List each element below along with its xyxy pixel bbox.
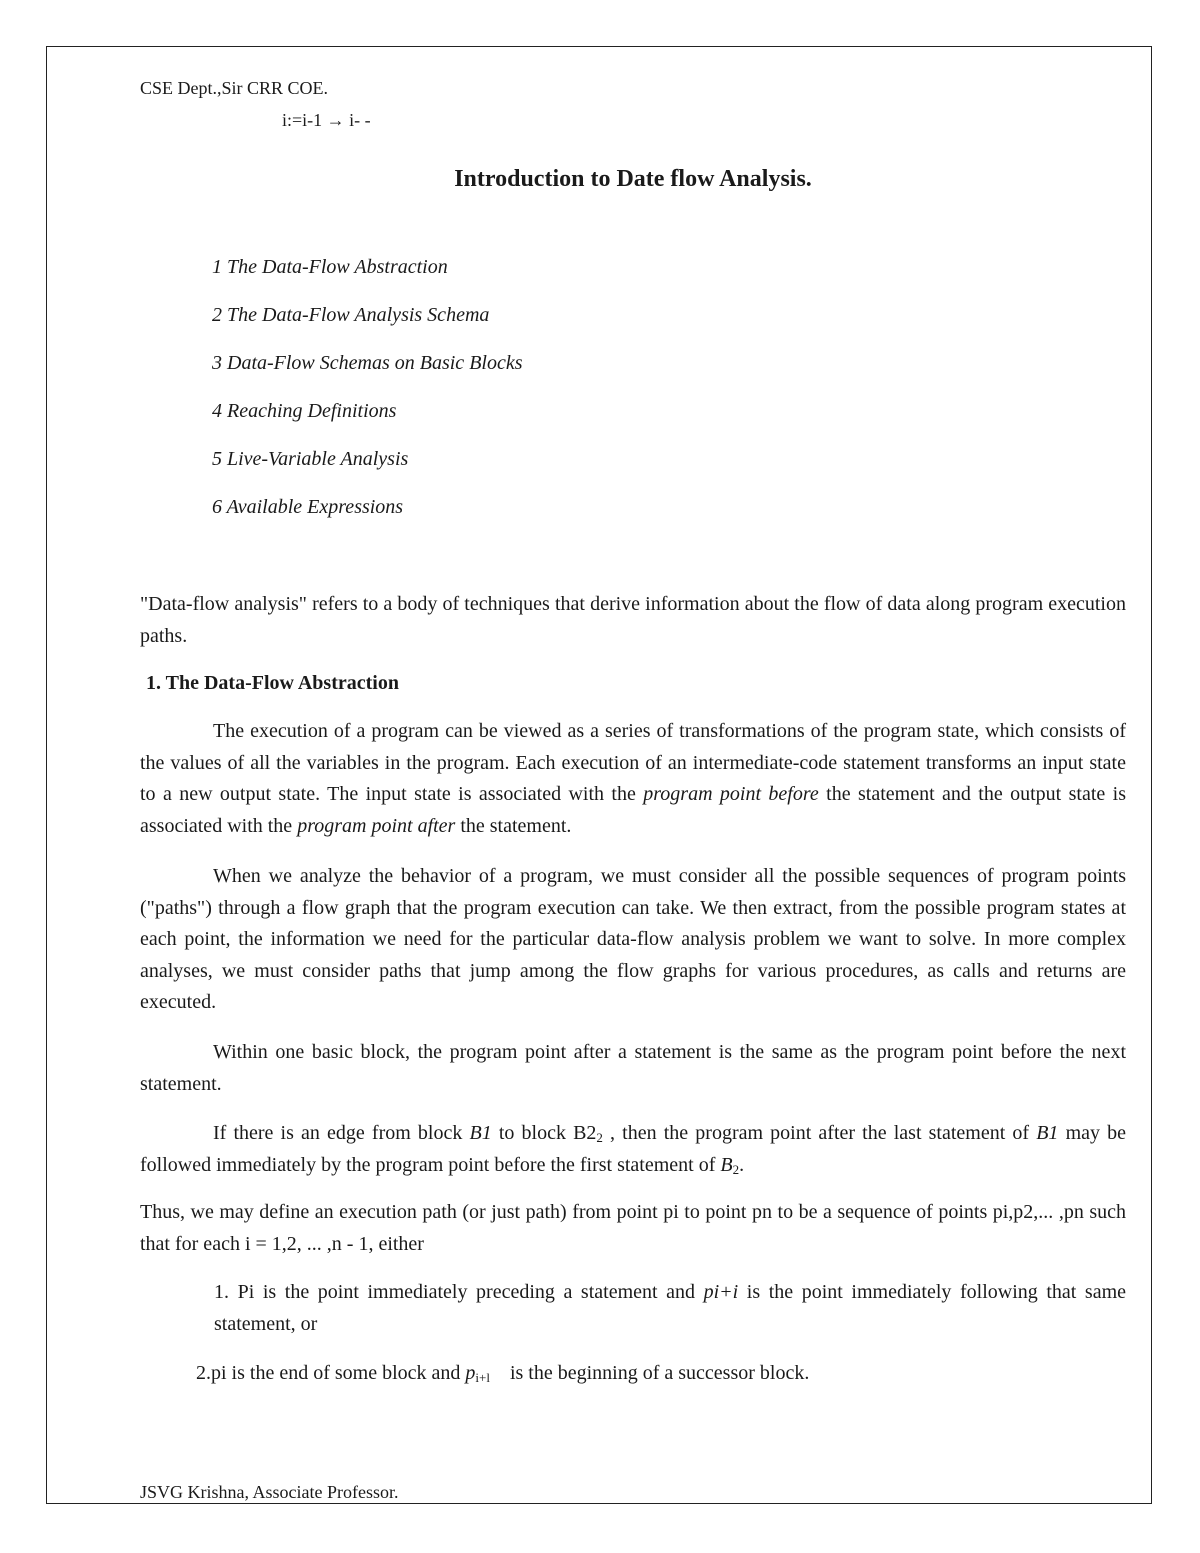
emphasis-text: B bbox=[720, 1153, 733, 1176]
emphasis-text: B1 bbox=[1036, 1122, 1059, 1144]
emphasis-text: pi+i bbox=[703, 1281, 739, 1303]
paragraph-text: the statement. bbox=[455, 814, 572, 837]
toc-item: 5 Live-Variable Analysis bbox=[212, 448, 409, 470]
paragraph-basic-block: Within one basic block, the program point after a statement is the same as the program point before the next statement. bbox=[140, 1041, 1126, 1095]
paragraph-execution-path: Thus, we may define an execution path (or just path) from point pi to point pn to be a sequence of points pi,p2,... ,pn such that for each i = 1,2, ... ,n - 1, either bbox=[140, 1201, 1126, 1255]
toc-item: 2 The Data-Flow Analysis Schema bbox=[212, 304, 490, 326]
list-item-text: is the point immediately following that same statement, or bbox=[214, 1281, 1127, 1335]
emphasis-text: B1 bbox=[469, 1122, 492, 1144]
list-item-text: is the beginning of a successor block. bbox=[489, 1362, 810, 1384]
header-note: i:=i-1 → i- - bbox=[282, 110, 371, 130]
table-of-contents bbox=[212, 254, 523, 542]
page-header: CSE Dept.,Sir CRR COE. bbox=[140, 78, 329, 98]
document-title: Introduction to Date flow Analysis. bbox=[454, 166, 812, 192]
emphasis-text: p bbox=[465, 1362, 476, 1384]
subscript: 2 bbox=[596, 1130, 603, 1145]
page-footer: JSVG Krishna, Associate Professor. bbox=[140, 1482, 399, 1502]
toc-item: 6 Available Expressions bbox=[212, 496, 404, 518]
subscript: i+l bbox=[475, 1370, 490, 1385]
paragraph-text: If there is an edge from block bbox=[213, 1122, 470, 1144]
list-item bbox=[196, 1358, 1126, 1390]
list-item-text: 2.pi is the end of some block and bbox=[196, 1362, 466, 1384]
emphasis-text: program point before bbox=[643, 783, 819, 805]
list-item-text: 1. Pi is the point immediately preceding a statement and bbox=[214, 1281, 704, 1303]
emphasis-text: program point after bbox=[297, 814, 456, 837]
paragraph-block-edge bbox=[140, 1118, 1126, 1181]
toc-item: 4 Reaching Definitions bbox=[212, 400, 397, 422]
paragraph-text: The execution of a program can be viewed as a series of transformations of the program state, which consists of the values of all the variables in the program. Each execution of an intermediate-code statement transforms an input state to a new output state. The input state is associated with the bbox=[140, 720, 1126, 805]
paragraph-program-behavior: When we analyze the behavior of a program, we must consider all the possible sequences of program points ("paths") through a flow graph that the program execution can take. We then extract, from the possible program states at each point, the information we need for the particular data-flow analysis problem we want to solve. In more complex analyses, we must consider paths that jump among the flow graphs for various procedures, as calls and returns are executed. bbox=[140, 865, 1126, 1013]
list-item bbox=[214, 1277, 1126, 1340]
paragraph-text: may be followed immediately by the program point before the first statement of bbox=[140, 1122, 1127, 1176]
paragraph-text: to block B2 bbox=[491, 1122, 597, 1144]
toc-item: 1 The Data-Flow Abstraction bbox=[212, 256, 448, 278]
intro-paragraph: "Data-flow analysis" refers to a body of techniques that derive information about the flow of data along program execution paths. bbox=[140, 593, 1126, 647]
paragraph-text: , then the program point after the last statement of bbox=[602, 1122, 1037, 1144]
section-heading: 1. The Data-Flow Abstraction bbox=[146, 672, 399, 694]
paragraph-text: . bbox=[739, 1153, 745, 1176]
paragraph-text: the statement and the output state is associated with the bbox=[140, 783, 1127, 837]
subscript: 2 bbox=[732, 1161, 740, 1177]
toc-item: 3 Data-Flow Schemas on Basic Blocks bbox=[212, 352, 523, 374]
paragraph-program-state bbox=[140, 716, 1126, 842]
